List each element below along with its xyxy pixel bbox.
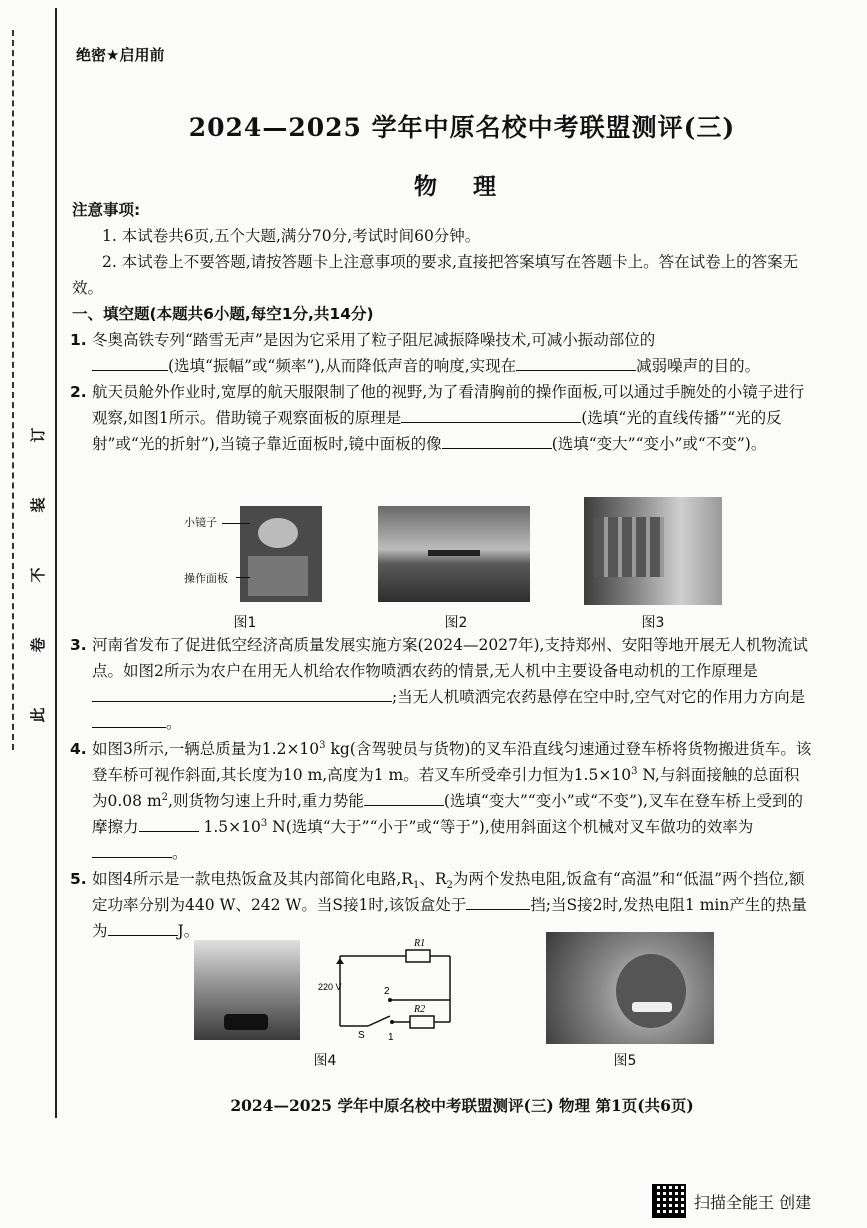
astronaut-helmet-shape (258, 518, 298, 548)
drone-shape (428, 550, 480, 556)
voltage-label: 220 V (318, 982, 342, 992)
figure-caption: 图4 (313, 1053, 337, 1069)
figure-4-lunchbox-photo (194, 940, 300, 1040)
question-number: 5. (70, 870, 87, 888)
superscript: 3 (319, 739, 326, 751)
question-number: 1. (70, 331, 87, 349)
character-face-shape (616, 954, 686, 1028)
question-number: 4. (70, 740, 87, 758)
question-4 (72, 736, 814, 866)
question-number: 2. (70, 383, 87, 401)
answer-blank[interactable] (92, 354, 168, 371)
answer-blank[interactable] (364, 789, 444, 806)
watermark-text: 扫描全能王 创建 (694, 1192, 812, 1212)
r2-label: R2 (414, 1004, 426, 1015)
answer-blank[interactable] (92, 685, 392, 702)
binding-char: 此 (29, 707, 47, 723)
question-text: 1.5×10 (203, 818, 261, 836)
r1-label: R1 (414, 938, 426, 949)
answer-blank[interactable] (516, 354, 636, 371)
question-3 (72, 632, 814, 736)
figure-caption: 图3 (641, 615, 665, 631)
answer-blank[interactable] (92, 841, 172, 858)
answer-blank[interactable] (401, 406, 581, 423)
resistor-r1 (406, 950, 430, 962)
figure-3-forklift-photo (584, 497, 722, 605)
question-text: 、R (419, 870, 447, 888)
question-text: 减弱噪声的目的。 (636, 357, 761, 375)
notice-item: 1. 本试卷共6页,五个大题,满分70分,考试时间60分钟。 (102, 227, 481, 245)
question-text: 如图3所示,一辆总质量为1.2×10 (92, 740, 320, 758)
answer-blank[interactable] (139, 815, 199, 832)
building-shape (594, 517, 664, 577)
question-text: 河南省发布了促进低空经济高质量发展实施方案(2024—2027年),支持郑州、安阳等地开展无人机物流试点。如图2所示为农户在用无人机给农作物喷洒农药的情景,无人机中主要设备电动机的工作原理是 (92, 636, 808, 680)
question-text: 冬奥高铁专列“踏雪无声”是因为它采用了粒子阻尼减振降噪技术,可减小振动部位的 (92, 331, 656, 349)
subscript: 1 (412, 880, 420, 892)
question-text: 。 (172, 844, 188, 862)
secret-label: 绝密★启用前 (76, 46, 165, 64)
pointer-line (222, 523, 250, 524)
question-text: kg(含驾驶员与货物)的叉车沿直线匀速通过登车桥将货物搬进货车。该登车桥可视作斜面,其长度为10 m,高度为1 m。若叉车所受牵引力恒为1.5×10 (92, 740, 812, 784)
question-text: J。 (177, 922, 200, 940)
question-text: 。 (166, 714, 182, 732)
notice-item-text: 2. 本试卷上不要答题,请按答题卡上注意事项的要求,直接把答案填写在答题卡上。答在试卷上的答案无效。 (72, 253, 799, 297)
question-number: 3. (70, 636, 87, 654)
binding-char: 装 (29, 497, 47, 513)
figure-5-character-photo (546, 932, 714, 1044)
resistor-r2 (410, 1016, 434, 1028)
superscript: 2 (161, 791, 169, 803)
qr-code-icon (652, 1184, 686, 1218)
question-text: 如图4所示是一款电热饭盒及其内部简化电路,R (92, 870, 413, 888)
superscript: 3 (631, 765, 638, 777)
answer-blank[interactable] (442, 432, 552, 449)
binding-char: 卷 (29, 637, 47, 653)
page-footer: 2024—2025 学年中原名校中考联盟测评(三) 物理 第1页(共6页) (230, 1096, 694, 1115)
figure-caption: 图1 (233, 615, 257, 631)
figure-4-circuit-diagram (318, 934, 458, 1044)
question-text: N,与斜面接触的总面积为0.08 m (92, 766, 800, 810)
question-text: (选填“振幅”或“频率”),从而降低声音的响度,实现在 (168, 357, 517, 375)
arrow-icon (336, 958, 344, 964)
label-control-panel: 操作面板 (184, 572, 228, 585)
question-text: ;当无人机喷洒完农药悬停在空中时,空气对它的作用力方向是 (392, 688, 806, 706)
switch-label: S (358, 1030, 365, 1041)
exam-body-continued (72, 632, 814, 944)
question-1 (72, 327, 814, 379)
binding-char: 不 (29, 567, 47, 583)
superscript: 3 (260, 817, 268, 829)
notice-item (72, 249, 814, 301)
section-heading: 一、填空题(本题共6小题,每空1分,共14分) (72, 305, 374, 323)
answer-blank[interactable] (466, 893, 530, 910)
binding-char: 订 (29, 427, 47, 443)
question-text: (选填“光的直线传播”“光的反射”或“光的折射”),当镜子靠近面板时,镜中面板的像 (92, 409, 782, 453)
switch-s (368, 1016, 390, 1026)
exam-title: 2024—2025 学年中原名校中考联盟测评(三) (188, 113, 736, 142)
question-text: (选填“变大”“变小”或“不变”),叉车在登车桥上受到的摩擦力 (92, 792, 803, 836)
figure-caption: 图2 (444, 615, 468, 631)
character-teeth-shape (632, 1002, 672, 1012)
scanner-watermark (652, 1184, 852, 1218)
notice-heading: 注意事项: (72, 201, 141, 219)
question-text: ,则货物匀速上升时,重力势能 (168, 792, 364, 810)
position-1-label: 1 (388, 1032, 394, 1043)
question-text: N(选填“大于”“小于”或“等于”),使用斜面这个机械对叉车做功的效率为 (267, 818, 754, 836)
question-text: 挡;当S接2时,发热电阻1 min产生的热量为 (92, 896, 807, 940)
question-text: 航天员舱外作业时,宽厚的航天服限制了他的视野,为了看清胸前的操作面板,可以通过手腕处的小镜子进行观察,如图1所示。借助镜子观察面板的原理是 (92, 383, 805, 427)
figure-caption: 图5 (613, 1053, 637, 1069)
answer-blank[interactable] (92, 711, 166, 728)
figure-2-drone-photo (378, 506, 530, 602)
position-2-label: 2 (384, 986, 390, 997)
control-panel-shape (248, 556, 308, 596)
answer-blank[interactable] (108, 919, 178, 936)
exam-body (72, 197, 814, 457)
question-text: (选填“变大”“变小”或“不变”)。 (551, 435, 767, 453)
question-text: 为两个发热电阻,饭盒有“高温”和“低温”两个挡位,额定功率分别为440 W、242 W。当S接1时,该饭盒处于 (92, 870, 805, 914)
lunchbox-handle-shape (224, 1014, 268, 1030)
binding-notice (18, 400, 58, 750)
subject-title: 物 理 (413, 173, 510, 200)
label-small-mirror: 小镜子 (184, 516, 217, 529)
subscript: 2 (446, 880, 453, 892)
figure-1-astronaut-photo (240, 506, 322, 602)
question-2 (72, 379, 814, 457)
pointer-line (236, 577, 250, 578)
